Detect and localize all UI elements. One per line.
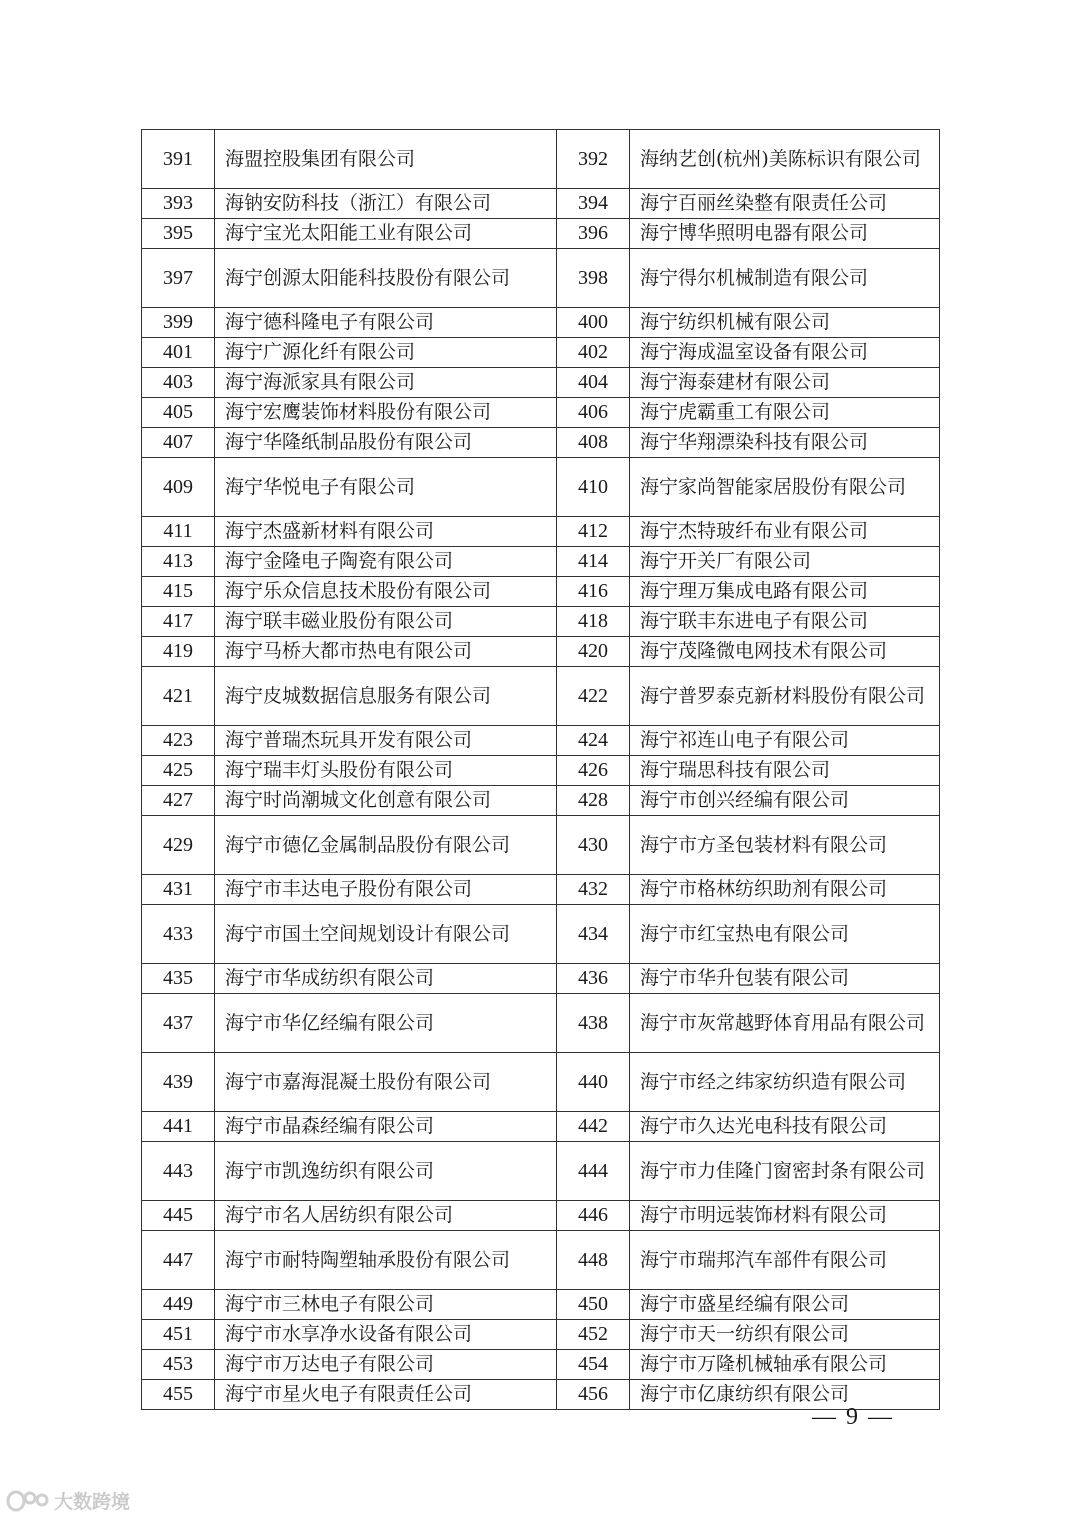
watermark <box>6 1487 130 1514</box>
company-name-left: 海宁华悦电子有限公司 <box>215 458 557 517</box>
table-row <box>142 667 940 726</box>
entry-number-left: 435 <box>142 964 215 994</box>
table-row <box>142 428 940 458</box>
company-name-right: 海宁市亿康纺织有限公司 <box>630 1380 940 1410</box>
company-name-left: 海宁广源化纤有限公司 <box>215 338 557 368</box>
table-row <box>142 308 940 338</box>
company-name-right: 海宁茂隆微电网技术有限公司 <box>630 637 940 667</box>
entry-number-left: 433 <box>142 905 215 964</box>
company-name-right: 海宁市方圣包装材料有限公司 <box>630 816 940 875</box>
table-row <box>142 130 940 189</box>
table-row <box>142 1201 940 1231</box>
entry-number-left: 401 <box>142 338 215 368</box>
entry-number-left: 449 <box>142 1290 215 1320</box>
company-name-right: 海纳艺创(杭州)美陈标识有限公司 <box>630 130 940 189</box>
entry-number-left: 407 <box>142 428 215 458</box>
company-name-right: 海宁市明远装饰材料有限公司 <box>630 1201 940 1231</box>
entry-number-right: 450 <box>557 1290 630 1320</box>
company-name-left: 海宁市凯逸纺织有限公司 <box>215 1142 557 1201</box>
company-name-right: 海宁市华升包装有限公司 <box>630 964 940 994</box>
entry-number-right: 416 <box>557 577 630 607</box>
company-name-left: 海宁宏鹰装饰材料股份有限公司 <box>215 398 557 428</box>
table-row <box>142 1350 940 1380</box>
company-name-right: 海宁瑞思科技有限公司 <box>630 756 940 786</box>
entry-number-right: 406 <box>557 398 630 428</box>
entry-number-right: 408 <box>557 428 630 458</box>
entry-number-right: 430 <box>557 816 630 875</box>
table-row <box>142 368 940 398</box>
entry-number-right: 410 <box>557 458 630 517</box>
entry-number-right: 446 <box>557 1201 630 1231</box>
company-name-right: 海宁联丰东进电子有限公司 <box>630 607 940 637</box>
entry-number-left: 403 <box>142 368 215 398</box>
company-name-right: 海宁市万隆机械轴承有限公司 <box>630 1350 940 1380</box>
table-row <box>142 338 940 368</box>
table-row <box>142 905 940 964</box>
company-name-right: 海宁博华照明电器有限公司 <box>630 219 940 249</box>
company-name-right: 海宁市经之纬家纺织造有限公司 <box>630 1053 940 1112</box>
entry-number-right: 394 <box>557 189 630 219</box>
entry-number-right: 452 <box>557 1320 630 1350</box>
company-name-right: 海宁市创兴经编有限公司 <box>630 786 940 816</box>
company-name-left: 海宁德科隆电子有限公司 <box>215 308 557 338</box>
company-name-left: 海宁宝光太阳能工业有限公司 <box>215 219 557 249</box>
entry-number-left: 399 <box>142 308 215 338</box>
entry-number-left: 429 <box>142 816 215 875</box>
table-row <box>142 1231 940 1290</box>
company-name-left: 海宁市国土空间规划设计有限公司 <box>215 905 557 964</box>
company-name-left: 海宁时尚潮城文化创意有限公司 <box>215 786 557 816</box>
company-name-left: 海宁海派家具有限公司 <box>215 368 557 398</box>
table-row <box>142 577 940 607</box>
entry-number-right: 412 <box>557 517 630 547</box>
entry-number-right: 392 <box>557 130 630 189</box>
company-name-right: 海宁纺织机械有限公司 <box>630 308 940 338</box>
table-row <box>142 875 940 905</box>
entry-number-left: 453 <box>142 1350 215 1380</box>
entry-number-right: 398 <box>557 249 630 308</box>
company-name-left: 海宁市名人居纺织有限公司 <box>215 1201 557 1231</box>
company-name-right: 海宁市格林纺织助剂有限公司 <box>630 875 940 905</box>
company-name-left: 海宁华隆纸制品股份有限公司 <box>215 428 557 458</box>
company-name-left: 海钠安防科技（浙江）有限公司 <box>215 189 557 219</box>
company-name-right: 海宁市红宝热电有限公司 <box>630 905 940 964</box>
company-name-left: 海宁联丰磁业股份有限公司 <box>215 607 557 637</box>
company-name-right: 海宁市盛星经编有限公司 <box>630 1290 940 1320</box>
entry-number-left: 417 <box>142 607 215 637</box>
entry-number-right: 442 <box>557 1112 630 1142</box>
entry-number-left: 427 <box>142 786 215 816</box>
entry-number-left: 415 <box>142 577 215 607</box>
company-name-right: 海宁杰特玻纤布业有限公司 <box>630 517 940 547</box>
entry-number-left: 431 <box>142 875 215 905</box>
entry-number-left: 441 <box>142 1112 215 1142</box>
entry-number-right: 436 <box>557 964 630 994</box>
watermark-text: 大数跨境 <box>54 1491 131 1513</box>
entry-number-left: 455 <box>142 1380 215 1410</box>
entry-number-left: 393 <box>142 189 215 219</box>
company-name-left: 海宁普瑞杰玩具开发有限公司 <box>215 726 557 756</box>
entry-number-right: 418 <box>557 607 630 637</box>
entry-number-left: 447 <box>142 1231 215 1290</box>
entry-number-right: 414 <box>557 547 630 577</box>
company-name-left: 海宁市华成纺织有限公司 <box>215 964 557 994</box>
company-name-left: 海宁市丰达电子股份有限公司 <box>215 875 557 905</box>
entry-number-right: 428 <box>557 786 630 816</box>
company-name-left: 海宁瑞丰灯头股份有限公司 <box>215 756 557 786</box>
entry-number-right: 404 <box>557 368 630 398</box>
entry-number-left: 411 <box>142 517 215 547</box>
table-row <box>142 1142 940 1201</box>
table-row <box>142 994 940 1053</box>
table-row <box>142 607 940 637</box>
table-row <box>142 964 940 994</box>
entry-number-right: 426 <box>557 756 630 786</box>
company-name-left: 海宁市水享净水设备有限公司 <box>215 1320 557 1350</box>
company-name-left: 海宁市嘉海混凝土股份有限公司 <box>215 1053 557 1112</box>
company-name-right: 海宁海成温室设备有限公司 <box>630 338 940 368</box>
company-name-right: 海宁海泰建材有限公司 <box>630 368 940 398</box>
company-name-left: 海宁市德亿金属制品股份有限公司 <box>215 816 557 875</box>
table-row <box>142 637 940 667</box>
entry-number-right: 454 <box>557 1350 630 1380</box>
company-name-left: 海宁市三林电子有限公司 <box>215 1290 557 1320</box>
table-row <box>142 219 940 249</box>
company-list-table <box>141 129 940 1410</box>
page-number: — 9 — <box>812 1404 894 1430</box>
table-row <box>142 786 940 816</box>
table-row <box>142 458 940 517</box>
table-row <box>142 189 940 219</box>
table-row <box>142 1290 940 1320</box>
company-name-left: 海宁市万达电子有限公司 <box>215 1350 557 1380</box>
table-row <box>142 249 940 308</box>
table-row <box>142 726 940 756</box>
company-list-body <box>142 130 940 1410</box>
company-name-left: 海宁市耐特陶塑轴承股份有限公司 <box>215 1231 557 1290</box>
entry-number-left: 443 <box>142 1142 215 1201</box>
company-name-right: 海宁华翔漂染科技有限公司 <box>630 428 940 458</box>
company-name-right: 海宁得尔机械制造有限公司 <box>630 249 940 308</box>
entry-number-right: 438 <box>557 994 630 1053</box>
company-name-left: 海宁马桥大都市热电有限公司 <box>215 637 557 667</box>
entry-number-left: 397 <box>142 249 215 308</box>
entry-number-left: 421 <box>142 667 215 726</box>
entry-number-right: 440 <box>557 1053 630 1112</box>
company-name-right: 海宁市瑞邦汽车部件有限公司 <box>630 1231 940 1290</box>
company-name-right: 海宁市灰常越野体育用品有限公司 <box>630 994 940 1053</box>
watermark-logo-icon <box>6 1488 50 1514</box>
entry-number-left: 451 <box>142 1320 215 1350</box>
entry-number-right: 434 <box>557 905 630 964</box>
entry-number-right: 424 <box>557 726 630 756</box>
entry-number-left: 409 <box>142 458 215 517</box>
entry-number-left: 423 <box>142 726 215 756</box>
table-row <box>142 816 940 875</box>
entry-number-right: 420 <box>557 637 630 667</box>
company-name-left: 海宁皮城数据信息服务有限公司 <box>215 667 557 726</box>
table-row <box>142 1112 940 1142</box>
entry-number-right: 422 <box>557 667 630 726</box>
company-name-left: 海宁市晶森经编有限公司 <box>215 1112 557 1142</box>
company-name-right: 海宁开关厂有限公司 <box>630 547 940 577</box>
company-name-right: 海宁市久达光电科技有限公司 <box>630 1112 940 1142</box>
table-row <box>142 1053 940 1112</box>
entry-number-left: 405 <box>142 398 215 428</box>
company-name-right: 海宁市力佳隆门窗密封条有限公司 <box>630 1142 940 1201</box>
entry-number-right: 444 <box>557 1142 630 1201</box>
entry-number-right: 396 <box>557 219 630 249</box>
entry-number-left: 425 <box>142 756 215 786</box>
table-row <box>142 398 940 428</box>
company-name-left: 海宁市星火电子有限责任公司 <box>215 1380 557 1410</box>
table-row <box>142 517 940 547</box>
company-name-right: 海宁家尚智能家居股份有限公司 <box>630 458 940 517</box>
company-name-left: 海盟控股集团有限公司 <box>215 130 557 189</box>
entry-number-right: 400 <box>557 308 630 338</box>
entry-number-left: 419 <box>142 637 215 667</box>
table-row <box>142 1320 940 1350</box>
company-name-right: 海宁普罗泰克新材料股份有限公司 <box>630 667 940 726</box>
entry-number-left: 391 <box>142 130 215 189</box>
entry-number-left: 439 <box>142 1053 215 1112</box>
entry-number-left: 437 <box>142 994 215 1053</box>
company-name-right: 海宁市天一纺织有限公司 <box>630 1320 940 1350</box>
company-name-right: 海宁百丽丝染整有限责任公司 <box>630 189 940 219</box>
company-name-right: 海宁理万集成电路有限公司 <box>630 577 940 607</box>
company-name-right: 海宁祁连山电子有限公司 <box>630 726 940 756</box>
company-name-left: 海宁乐众信息技术股份有限公司 <box>215 577 557 607</box>
entry-number-left: 413 <box>142 547 215 577</box>
table-row <box>142 547 940 577</box>
company-name-left: 海宁金隆电子陶瓷有限公司 <box>215 547 557 577</box>
entry-number-right: 402 <box>557 338 630 368</box>
company-name-right: 海宁虎霸重工有限公司 <box>630 398 940 428</box>
entry-number-right: 456 <box>557 1380 630 1410</box>
company-name-left: 海宁市华亿经编有限公司 <box>215 994 557 1053</box>
table-row <box>142 756 940 786</box>
entry-number-right: 448 <box>557 1231 630 1290</box>
company-name-left: 海宁创源太阳能科技股份有限公司 <box>215 249 557 308</box>
company-name-left: 海宁杰盛新材料有限公司 <box>215 517 557 547</box>
entry-number-left: 445 <box>142 1201 215 1231</box>
entry-number-left: 395 <box>142 219 215 249</box>
entry-number-right: 432 <box>557 875 630 905</box>
